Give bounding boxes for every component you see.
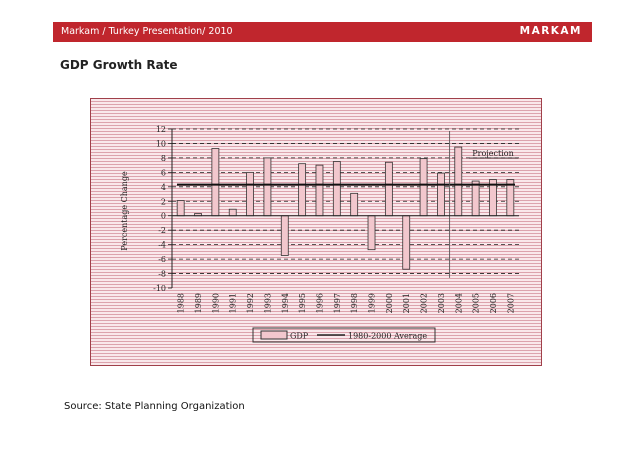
legend-average-label: 1980-2000 Average <box>348 331 428 341</box>
slide-title: GDP Growth Rate <box>60 58 178 72</box>
x-tick-label: 2000 <box>384 293 394 314</box>
y-tick-label: 12 <box>155 125 166 134</box>
legend-gdp-swatch <box>261 331 287 339</box>
bar <box>247 172 254 215</box>
average-line <box>177 131 518 278</box>
x-tick-label: 2006 <box>488 293 498 314</box>
bar <box>229 209 236 216</box>
x-tick-label: 1992 <box>246 293 256 314</box>
bar <box>333 162 340 216</box>
bar <box>403 216 410 269</box>
header-title: Markam / Turkey Presentation/ 2010 <box>61 26 233 37</box>
x-tick-label: 1997 <box>332 293 342 314</box>
bar <box>437 173 444 216</box>
y-tick-label: 8 <box>160 153 166 163</box>
y-tick-label: -10 <box>153 284 166 293</box>
x-tick-label: 1996 <box>315 293 325 314</box>
bar <box>177 201 184 216</box>
y-tick-label: -4 <box>158 240 166 250</box>
projection-label: Projection <box>472 149 514 158</box>
x-tick-label: 1995 <box>298 293 308 314</box>
bar <box>420 159 427 216</box>
grid-lines <box>172 129 519 274</box>
y-tick-label: 6 <box>160 168 166 178</box>
x-tick-label: 1999 <box>367 293 377 314</box>
x-tick-label: 1991 <box>228 293 238 314</box>
y-axis-label: Percentage Change <box>120 171 129 251</box>
x-tick-label: 1993 <box>263 293 273 314</box>
bar <box>316 165 323 216</box>
y-tick-label: 4 <box>160 182 166 192</box>
gdp-growth-chart <box>91 99 543 367</box>
x-tick-label: 2003 <box>436 293 446 314</box>
chart-frame <box>90 98 542 366</box>
bar <box>368 216 375 250</box>
markam-logo: MARKAM <box>519 25 582 37</box>
x-tick-label: 2004 <box>454 293 464 314</box>
bar <box>264 158 271 216</box>
y-tick-label: -8 <box>158 269 166 279</box>
y-tick-label: 0 <box>160 211 166 221</box>
header-bar <box>53 22 592 42</box>
y-tick-label: -2 <box>158 226 166 236</box>
y-tick-label: -6 <box>158 255 166 265</box>
x-tick-label: 2001 <box>402 293 412 314</box>
x-tick-label: 2005 <box>471 293 481 314</box>
bar <box>212 149 219 216</box>
y-tick-label: 10 <box>155 139 166 149</box>
x-tick-label: 1988 <box>176 293 186 314</box>
bar <box>455 147 462 216</box>
x-tick-label: 1998 <box>350 293 360 314</box>
legend-gdp-label: GDP <box>290 331 309 341</box>
legend <box>253 328 435 342</box>
y-tick-label: 2 <box>160 197 166 207</box>
x-tick-label: 1989 <box>194 293 204 314</box>
bars <box>177 147 514 269</box>
x-tick-label: 2007 <box>506 293 516 314</box>
x-tick-label: 2002 <box>419 293 429 314</box>
bar <box>281 216 288 256</box>
bar <box>385 162 392 215</box>
source-note: Source: State Planning Organization <box>64 401 245 412</box>
x-tick-label: 1994 <box>280 293 290 314</box>
axes <box>153 125 519 313</box>
bar <box>472 181 479 216</box>
bar <box>351 193 358 215</box>
bar <box>299 164 306 216</box>
x-tick-label: 1990 <box>211 293 221 314</box>
